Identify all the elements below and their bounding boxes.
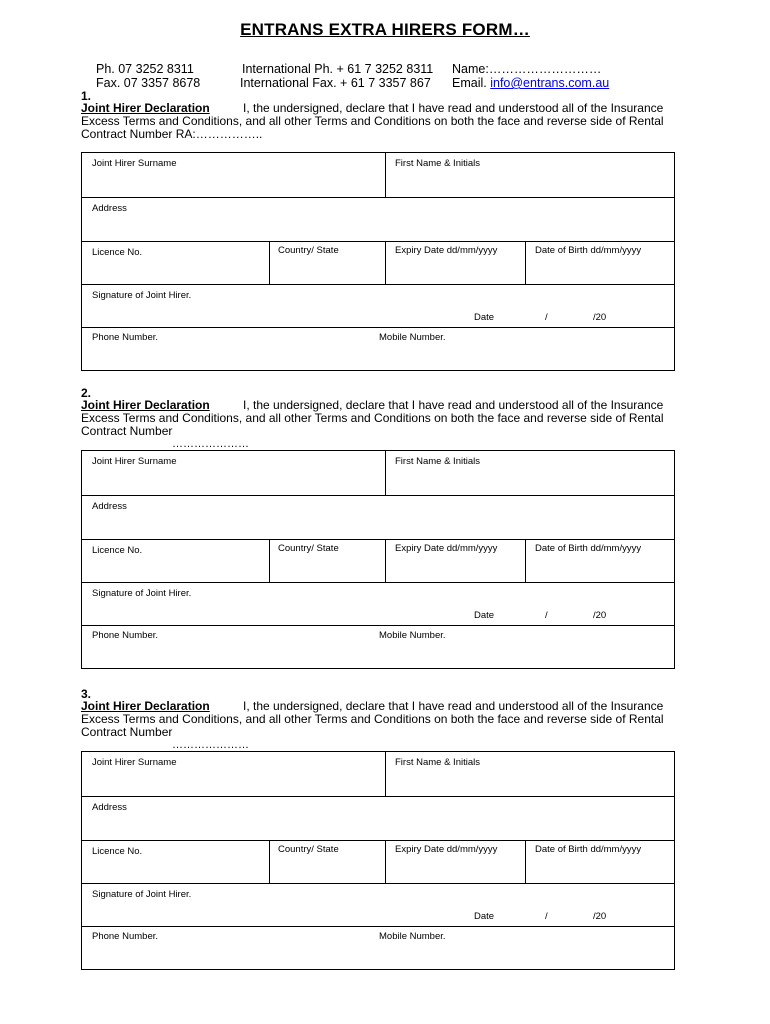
joint-hirer-form-1: [81, 152, 675, 371]
declaration-line2: Excess Terms and Conditions, and all other Terms and Conditions on both the face and reverse side of Rental: [81, 411, 664, 426]
mobile-field[interactable]: Mobile Number.: [379, 332, 446, 343]
date-year: /20: [593, 312, 607, 323]
name-field: Name:………………………: [452, 62, 602, 76]
date-of-birth-field[interactable]: Date of Birth dd/mm/yyyy: [535, 543, 642, 554]
declaration-line2: Excess Terms and Conditions, and all other Terms and Conditions on both the face and reverse side of Rental: [81, 114, 664, 129]
section-number: 1.: [81, 89, 92, 103]
declaration-line2: Excess Terms and Conditions, and all other Terms and Conditions on both the face and reverse side of Rental: [81, 712, 664, 727]
phone-field[interactable]: Phone Number.: [92, 332, 159, 343]
first-name-field[interactable]: First Name & Initials: [395, 456, 480, 467]
contract-number-ra: Contract Number RA:……………..: [81, 127, 263, 142]
fax-number: Fax. 07 3357 8678: [96, 76, 201, 90]
country-state-field[interactable]: Country/ State: [278, 245, 339, 256]
declaration-line1: I, the undersigned, declare that I have read and understood all of the Insurance: [243, 699, 664, 713]
surname-field[interactable]: Joint Hirer Surname: [92, 456, 177, 467]
signature-field[interactable]: Signature of Joint Hirer.: [92, 588, 192, 599]
surname-field[interactable]: Joint Hirer Surname: [92, 158, 177, 169]
date-year: /20: [593, 610, 607, 621]
date-separator: /: [545, 911, 548, 922]
expiry-date-field[interactable]: Expiry Date dd/mm/yyyy: [395, 543, 498, 554]
declaration-text: [81, 399, 681, 439]
declaration-line1: I, the undersigned, declare that I have read and understood all of the Insurance: [243, 101, 664, 115]
date-label: Date: [474, 312, 495, 323]
phone-field[interactable]: Phone Number.: [92, 931, 159, 942]
date-separator: /: [545, 610, 548, 621]
declaration-text: [81, 700, 681, 740]
signature-field[interactable]: Signature of Joint Hirer.: [92, 889, 192, 900]
declaration-heading: Joint Hirer Declaration: [81, 699, 210, 713]
form-title: ENTRANS EXTRA HIRERS FORM…: [240, 20, 530, 39]
declaration-line1: I, the undersigned, declare that I have read and understood all of the Insurance: [243, 398, 664, 412]
date-year: /20: [593, 911, 607, 922]
section-number: 2.: [81, 386, 92, 400]
date-label: Date: [474, 610, 495, 621]
joint-hirer-form-3: [81, 751, 675, 970]
contract-number-dots: …………………: [172, 739, 249, 751]
email-line: [452, 76, 609, 90]
expiry-date-field[interactable]: Expiry Date dd/mm/yyyy: [395, 844, 498, 855]
international-phone: International Ph. + 61 7 3252 8311: [242, 62, 434, 76]
mobile-field[interactable]: Mobile Number.: [379, 931, 446, 942]
country-state-field[interactable]: Country/ State: [278, 543, 339, 554]
date-label: Date: [474, 911, 495, 922]
email-link[interactable]: info@entrans.com.au: [490, 76, 610, 90]
date-of-birth-field[interactable]: Date of Birth dd/mm/yyyy: [535, 245, 642, 256]
date-separator: /: [545, 312, 548, 323]
declaration-heading: Joint Hirer Declaration: [81, 101, 210, 115]
international-fax: International Fax. + 61 7 3357 867: [240, 76, 431, 90]
joint-hirer-form-2: [81, 450, 675, 669]
mobile-field[interactable]: Mobile Number.: [379, 630, 446, 641]
phone-number: Ph. 07 3252 8311: [96, 62, 194, 76]
date-of-birth-field[interactable]: Date of Birth dd/mm/yyyy: [535, 844, 642, 855]
expiry-date-field[interactable]: Expiry Date dd/mm/yyyy: [395, 245, 498, 256]
country-state-field[interactable]: Country/ State: [278, 844, 339, 855]
first-name-field[interactable]: First Name & Initials: [395, 158, 480, 169]
phone-field[interactable]: Phone Number.: [92, 630, 159, 641]
signature-field[interactable]: Signature of Joint Hirer.: [92, 290, 192, 301]
address-field[interactable]: Address: [92, 501, 127, 512]
contract-number: Contract Number: [81, 424, 173, 439]
declaration-text: [81, 102, 681, 142]
address-field[interactable]: Address: [92, 203, 127, 214]
licence-field[interactable]: Licence No.: [92, 846, 143, 857]
declaration-heading: Joint Hirer Declaration: [81, 398, 210, 412]
email-label: Email.: [452, 76, 487, 90]
contract-number: Contract Number: [81, 725, 173, 740]
first-name-field[interactable]: First Name & Initials: [395, 757, 480, 768]
address-field[interactable]: Address: [92, 802, 127, 813]
surname-field[interactable]: Joint Hirer Surname: [92, 757, 177, 768]
licence-field[interactable]: Licence No.: [92, 247, 143, 258]
section-number: 3.: [81, 687, 92, 701]
licence-field[interactable]: Licence No.: [92, 545, 143, 556]
contract-number-dots: …………………: [172, 438, 249, 450]
